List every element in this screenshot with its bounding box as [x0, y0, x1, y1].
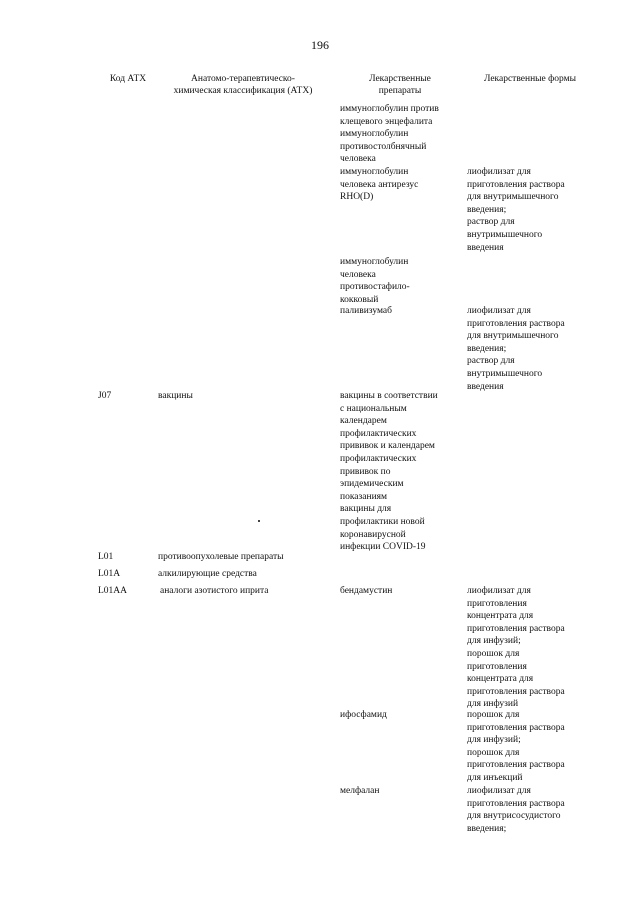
atc-code-j07: J07	[98, 391, 112, 401]
drug-palivizumab: паливизумаб	[340, 306, 392, 316]
atc-class-antineoplastic: противоопухолевые препараты	[158, 552, 284, 562]
header-dosage-forms: Лекарственные формы	[483, 74, 577, 84]
header-drugs: Лекарственные препараты	[369, 74, 431, 96]
drug-anti-rhesus-immunoglobulin: иммуноглобулин человека антирезус RHO(D)	[340, 167, 419, 203]
drug-ifosfamide: ифосфамид	[340, 710, 387, 720]
form-palivizumab: лиофилизат для приготовления раствора для внутримышечного введения; раствор для внутримышечного введения	[467, 306, 565, 392]
drug-antistaphylococcal-immunoglobulin: иммуноглобулин человека противостафило- кокковый	[340, 257, 410, 305]
drug-vaccines: вакцины в соответствии с национальным календарем профилактических прививок и календарем профилактических прививок по эпидемическим показаниям вакцины для профилактики новой коронавирусной инфекции COVID-19	[340, 391, 438, 553]
form-anti-rhesus-immunoglobulin: лиофилизат для приготовления раствора для внутримышечного введения; раствор для внутримышечного введения	[467, 167, 565, 253]
atc-class-nitrogen-mustard: аналоги азотистого иприта	[160, 586, 269, 596]
page-number: 196	[311, 38, 329, 52]
drug-melphalan: мелфалан	[340, 786, 380, 796]
form-bendamustine: лиофилизат для приготовления концентрата для приготовления раствора для инфузий; порошок для приготовления концентрата для приготовления раствора для инфузий	[467, 586, 565, 710]
form-melphalan: лиофилизат для приготовления раствора для внутрисосудистого введения;	[467, 786, 565, 834]
drug-tick-borne-immunoglobulin: иммуноглобулин против клещевого энцефалита иммуноглобулин противостолбнячный человека	[340, 104, 439, 165]
atc-class-vaccines: вакцины	[158, 391, 193, 401]
atc-code-l01a: L01A	[98, 569, 121, 579]
header-atc-classification: Анатомо-терапевтическо- химическая классификация (АТХ)	[173, 74, 313, 96]
drug-bendamustine: бендамустин	[340, 586, 393, 596]
header-atc-code: Код АТХ	[109, 74, 147, 84]
atc-class-alkylating: алкилирующие средства	[158, 569, 257, 579]
atc-code-l01: L01	[98, 552, 114, 562]
form-ifosfamide: порошок для приготовления раствора для инфузий; порошок для приготовления раствора для инъекций	[467, 710, 565, 783]
stray-mark	[258, 520, 260, 522]
atc-code-l01aa: L01AA	[98, 586, 128, 596]
